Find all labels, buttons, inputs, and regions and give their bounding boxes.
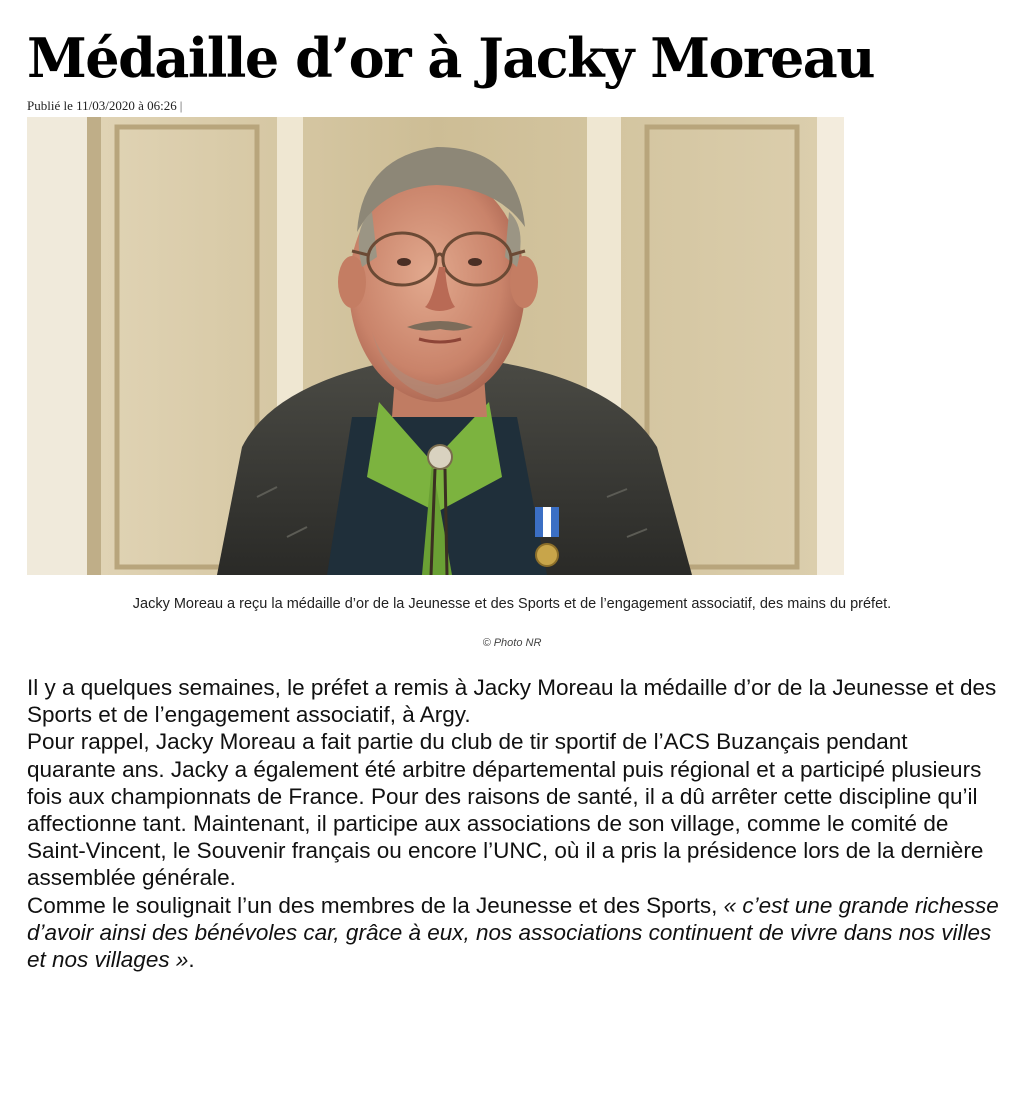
quote-text: « c’est une grande richesse d’avoir ainsi des bénévoles car, grâce à eux, nos associations continuent de vivre dans nos villes et nos villages » bbox=[27, 892, 999, 973]
publication-date bbox=[27, 98, 182, 114]
quote-lead: Comme le soulignait l’un des membres de la Jeunesse et des Sports, bbox=[27, 892, 724, 918]
photo-caption: Jacky Moreau a reçu la médaille d’or de la Jeunesse et des Sports et de l’engagement associatif, des mains du préfet. bbox=[132, 596, 892, 612]
portrait-illustration bbox=[27, 117, 844, 575]
article-body bbox=[27, 674, 1002, 973]
article-paragraph: Pour rappel, Jacky Moreau a fait partie du club de tir sportif de l’ACS Buzançais pendant quarante ans. Jacky a également été arbitre départemental puis régional et a participé plusieurs fois aux championnats de France. Pour des raisons de santé, il a dû arrêter cette discipline qu’il affectionne tant. Maintenant, il participe aux associations de son village, comme le comité de Saint-Vincent, le Souvenir français ou encore l’UNC, où il a pris la présidence lors de la dernière assemblée générale. bbox=[27, 729, 984, 891]
published-text: Publié le 11/03/2020 à 06:26 bbox=[27, 98, 177, 113]
photo-credit: © Photo NR bbox=[482, 637, 542, 649]
article-paragraph-quote bbox=[27, 892, 1002, 974]
article-paragraph: Il y a quelques semaines, le préfet a remis à Jacky Moreau la médaille d’or de la Jeunesse et des Sports et de l’engagement associatif, à Argy. bbox=[27, 675, 997, 728]
byline-separator: | bbox=[179, 98, 183, 113]
article-title: Médaille d’or à Jacky Moreau bbox=[27, 26, 875, 90]
quote-end: . bbox=[188, 947, 195, 973]
article-photo bbox=[27, 117, 844, 575]
